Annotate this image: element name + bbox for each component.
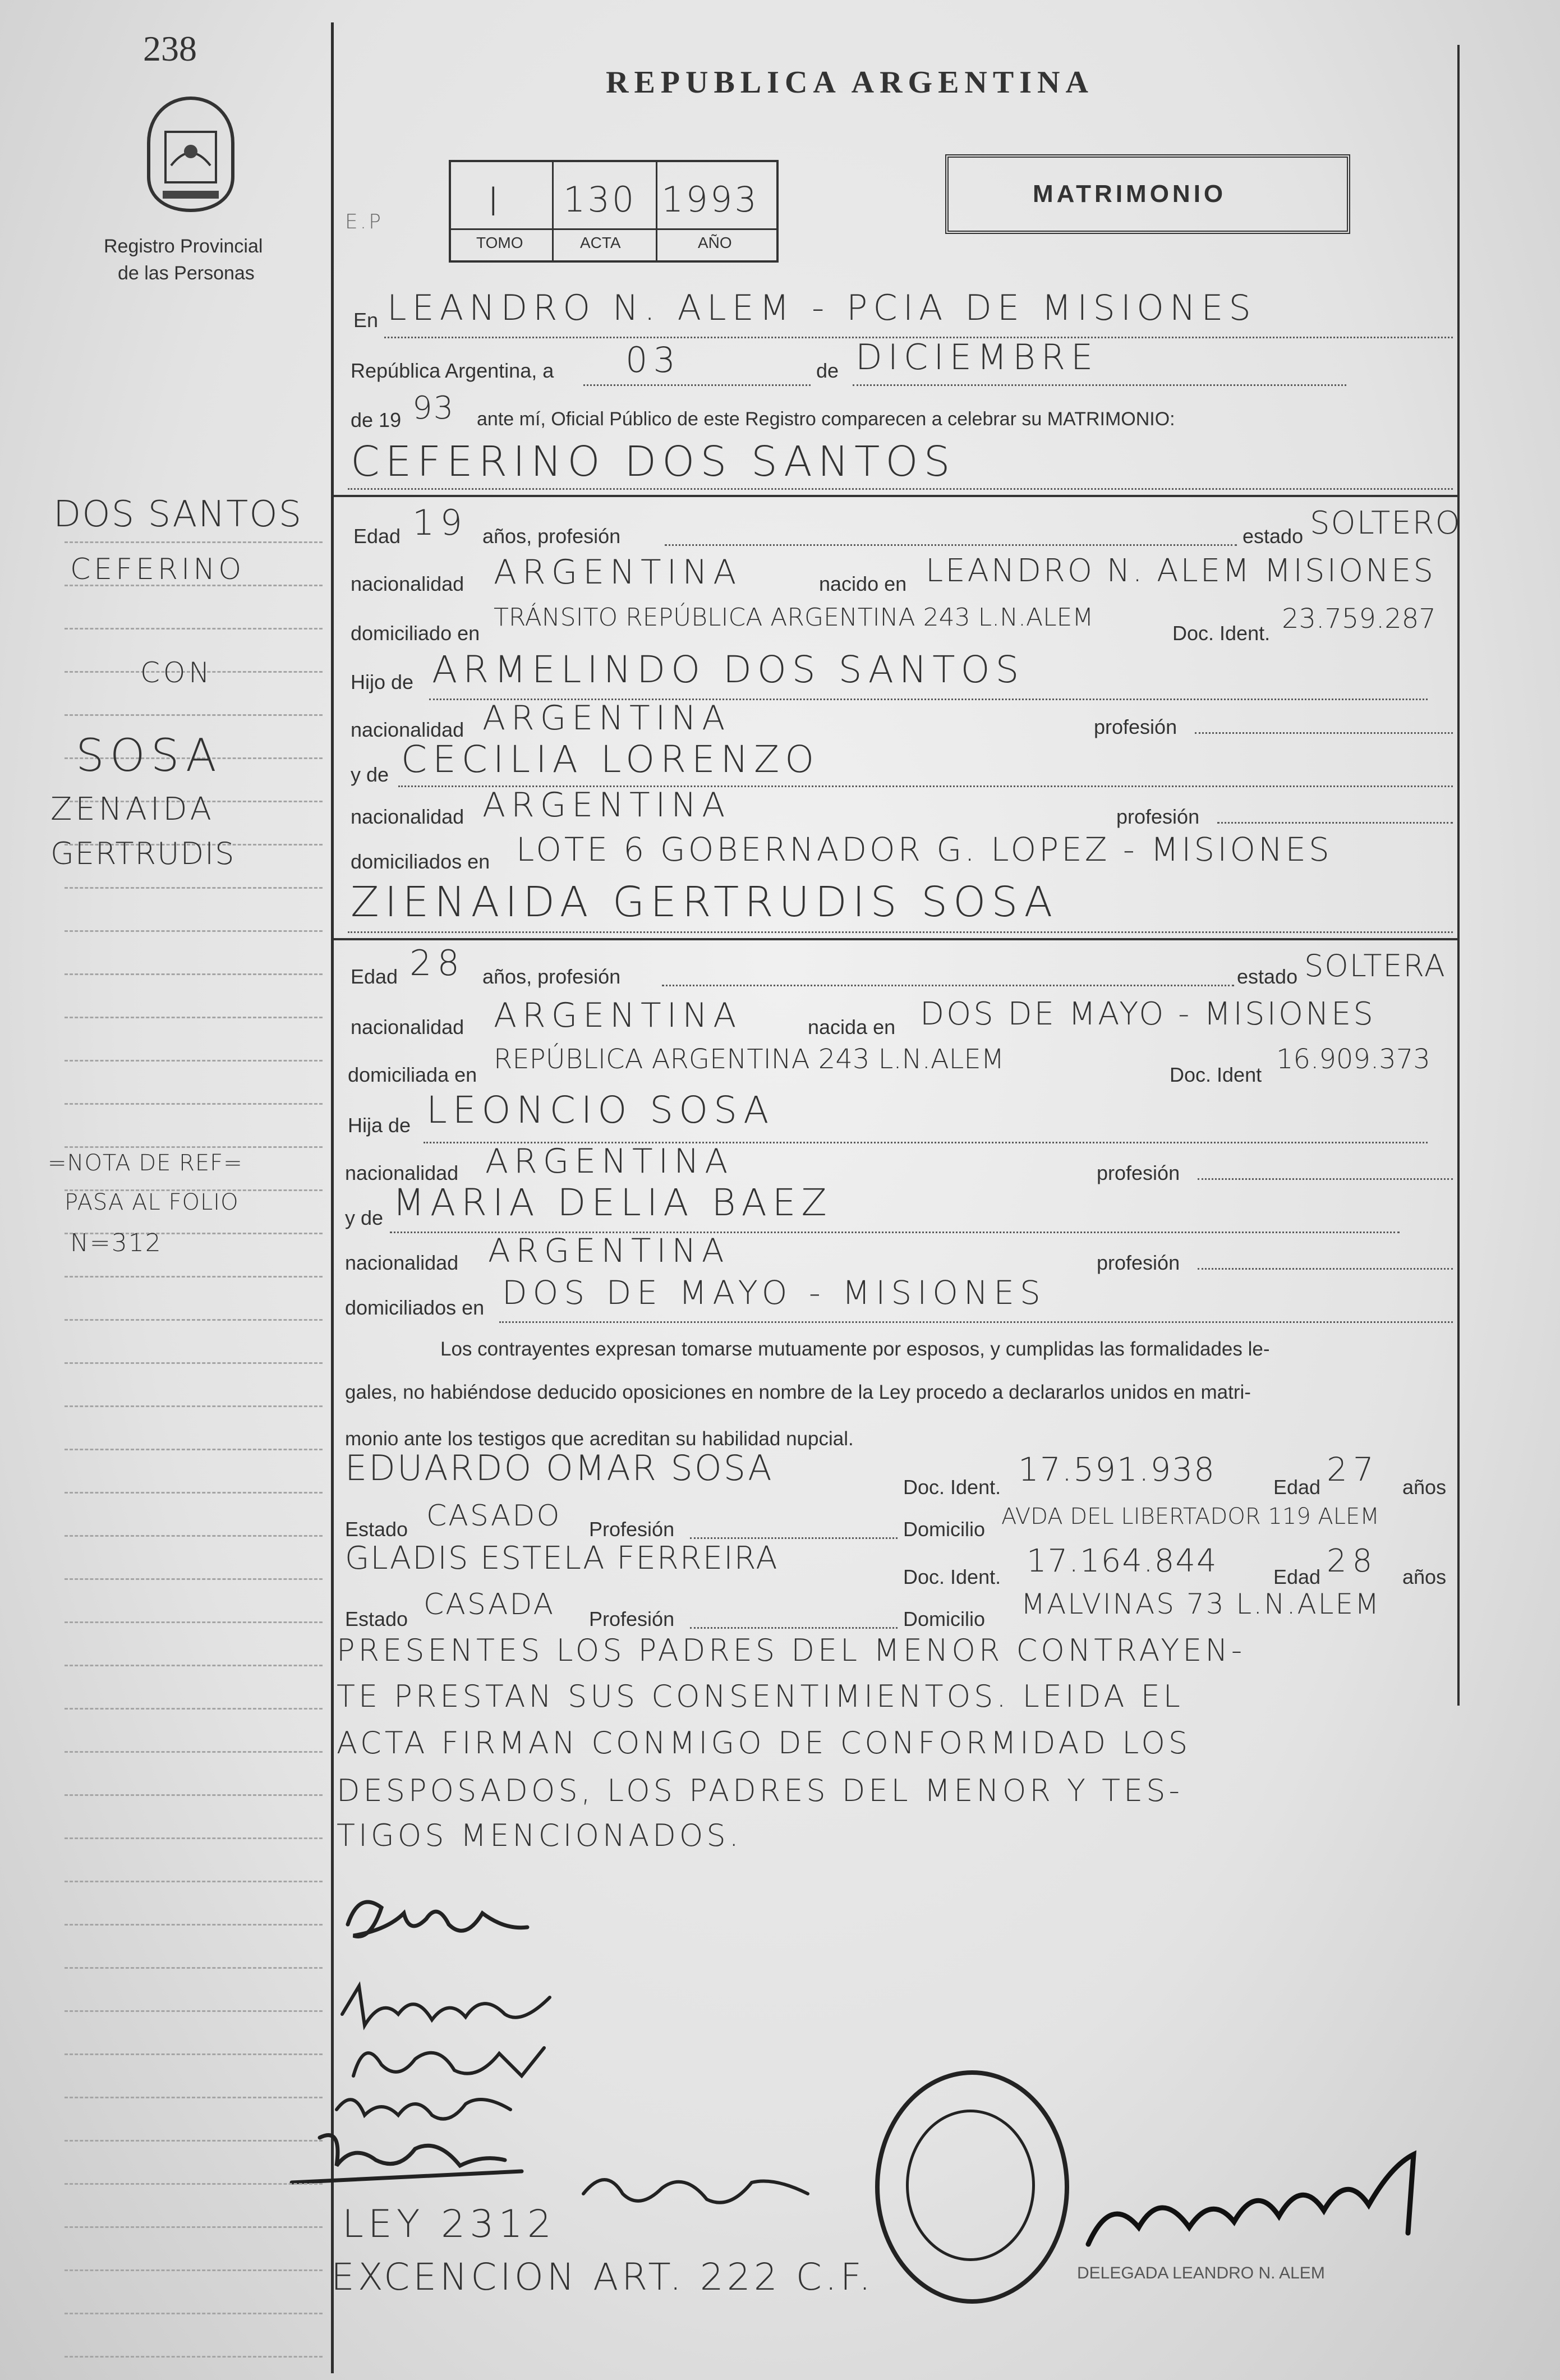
- bride-edad-label: Edad: [351, 965, 398, 988]
- margin-ref-3: N=312: [70, 1229, 162, 1257]
- note-line-5: TIGOS MENCIONADOS.: [337, 1818, 742, 1853]
- margin-rule-line: [65, 1708, 323, 1710]
- margin-rule-line: [65, 1665, 323, 1666]
- declaration-line-2: gales, no habiéndose deducido oposiciones en nombre de la Ley procedo a declararlos unidos en matri-: [345, 1381, 1251, 1403]
- margin-rule-line: [65, 1146, 323, 1148]
- groom-madre-nac: ARGENTINA: [482, 785, 731, 825]
- groom-padres-dom-label: domiciliados en: [351, 850, 490, 873]
- margin-rule-line: [65, 1621, 323, 1623]
- doc-type-label: MATRIMONIO: [1033, 180, 1227, 208]
- witness-2-signature: [572, 2160, 830, 2222]
- bride-anos-prof-label: años, profesión: [482, 965, 621, 988]
- margin-rule-line: [65, 2097, 323, 2098]
- groom-edad: 19: [412, 502, 468, 543]
- acta-label: ACTA: [580, 234, 621, 251]
- bride-madre-prof-label: profesión: [1097, 1251, 1180, 1274]
- witness-1-prof-label: Profesión: [589, 1518, 675, 1541]
- groom-doc-label: Doc. Ident.: [1172, 622, 1271, 645]
- year-suffix: 93: [412, 390, 455, 426]
- ceremony-place: LEANDRO N. ALEM - PCIA DE MISIONES: [387, 287, 1257, 328]
- witness-2-edad: 28: [1327, 1543, 1378, 1579]
- declaration-line-3: monio ante los testigos que acreditan su habilidad nupcial.: [345, 1428, 854, 1450]
- groom-doc: 23.759.287: [1282, 603, 1436, 635]
- margin-ref-2: PASA AL FOLIO: [65, 1189, 239, 1215]
- ante-label: ante mí, Oficial Público de este Registro comparecen a celebrar su MATRIMONIO:: [477, 408, 1175, 430]
- margin-con: CON: [140, 656, 213, 689]
- margin-rule-line: [65, 1751, 323, 1753]
- bride-padre-nac-label: nacionalidad: [345, 1161, 459, 1184]
- republica-label: República Argentina, a: [351, 359, 554, 382]
- margin-rule-line: [65, 1794, 323, 1796]
- note-line-1: PRESENTES LOS PADRES DEL MENOR CONTRAYEN-: [337, 1633, 1246, 1668]
- margin-rule-line: [65, 2226, 323, 2228]
- margin-rule-line: [65, 2183, 323, 2185]
- groom-nacionalidad: ARGENTINA: [494, 553, 742, 592]
- bride-padre-nac: ARGENTINA: [485, 1142, 734, 1181]
- anio-label: AÑO: [698, 234, 732, 251]
- margin-rule-line: [65, 1060, 323, 1062]
- margin-rule-line: [65, 973, 323, 975]
- groom-padre-nac: ARGENTINA: [482, 699, 731, 738]
- margin-rule-line: [65, 2140, 323, 2142]
- provincial-seal-icon: [140, 93, 241, 216]
- witness-1-dom-label: Domicilio: [903, 1518, 986, 1541]
- bride-hijo-label: Hija de: [348, 1114, 411, 1137]
- bride-domicilio: REPÚBLICA ARGENTINA 243 L.N.ALEM: [494, 1044, 1005, 1075]
- groom-nacido-en: LEANDRO N. ALEM MISIONES: [926, 553, 1435, 589]
- groom-madre-nac-label: nacionalidad: [351, 805, 464, 828]
- right-border: [1457, 45, 1460, 1706]
- groom-dom-label: domiciliado en: [351, 622, 480, 645]
- bride-padres-dom-label: domiciliados en: [345, 1296, 485, 1319]
- margin-rule-line: [65, 2313, 323, 2314]
- bride-y-de-label: y de: [345, 1206, 384, 1229]
- bride-padre: LEONCIO SOSA: [426, 1088, 775, 1132]
- witness-2-prof-label: Profesión: [589, 1607, 675, 1630]
- tomo-label: TOMO: [476, 234, 523, 251]
- margin-rule-line: [65, 887, 323, 889]
- en-label: En: [353, 309, 379, 332]
- margin-rule-line: [65, 1881, 323, 1882]
- witness-1-name: EDUARDO OMAR SOSA: [345, 1448, 774, 1488]
- margin-rule-line: [65, 541, 323, 543]
- margin-rule-line: [65, 1492, 323, 1494]
- bride-madre-nac-label: nacionalidad: [345, 1251, 459, 1274]
- ley-label: LEY 2312: [342, 2202, 556, 2246]
- groom-anos-prof-label: años, profesión: [482, 525, 621, 548]
- groom-edad-label: Edad: [353, 525, 401, 548]
- margin-rule-line: [65, 628, 323, 630]
- witness-2-dom-label: Domicilio: [903, 1607, 986, 1630]
- groom-padre-nac-label: nacionalidad: [351, 718, 464, 741]
- bride-edad: 28: [409, 943, 465, 984]
- groom-padres-dom: LOTE 6 GOBERNADOR G. LOPEZ - MISIONES: [516, 830, 1332, 869]
- witness-1-estado: CASADO: [426, 1499, 562, 1533]
- groom-madre: CECILIA LORENZO: [401, 738, 820, 781]
- witness-2-estado-label: Estado: [345, 1607, 408, 1630]
- margin-bride-name-1: ZENAIDA: [50, 791, 215, 828]
- groom-nacido-label: nacido en: [819, 572, 907, 595]
- margin-rule-line: [65, 1535, 323, 1537]
- tomo-value: I: [487, 179, 505, 225]
- margin-groom-surname: DOS SANTOS: [53, 494, 303, 535]
- margin-rule-line: [65, 2010, 323, 2012]
- bride-doc: 16.909.373: [1276, 1044, 1430, 1075]
- groom-padre: ARMELINDO DOS SANTOS: [432, 648, 1025, 691]
- bride-padres-dom: DOS DE MAYO - MISIONES: [502, 1274, 1046, 1312]
- witness-2-anos-label: años: [1402, 1565, 1447, 1588]
- margin-rule-line: [65, 714, 323, 716]
- ep-note: E.P: [345, 210, 383, 233]
- year-prefix: de 19: [351, 408, 402, 431]
- doc-type-box: [945, 154, 1350, 234]
- official-signature: [1077, 2143, 1436, 2272]
- country-title: REPUBLICA ARGENTINA: [606, 65, 1094, 100]
- bride-dom-label: domiciliada en: [348, 1063, 477, 1086]
- official-caption: DELEGADA LEANDRO N. ALEM: [1077, 2264, 1325, 2282]
- bride-doc-label: Doc. Ident: [1170, 1063, 1262, 1086]
- groom-estado: SOLTERO: [1310, 505, 1461, 541]
- witness-2-domicilio: MALVINAS 73 L.N.ALEM: [1021, 1588, 1381, 1620]
- bride-estado-label: estado: [1237, 965, 1298, 988]
- margin-rule-line: [65, 2053, 323, 2055]
- margin-rule-line: [65, 1362, 323, 1364]
- bride-padre-prof-label: profesión: [1097, 1161, 1180, 1184]
- left-column-divider: [331, 22, 334, 2373]
- groom-signature: [337, 1880, 539, 1958]
- registry-name-line-1: Registro Provincial: [104, 236, 263, 257]
- bride-estado: SOLTERA: [1304, 948, 1446, 984]
- margin-rule-line: [65, 930, 323, 932]
- note-line-3: ACTA FIRMAN CONMIGO DE CONFORMIDAD LOS: [337, 1725, 1191, 1761]
- margin-rule-line: [65, 1405, 323, 1407]
- excencion-label: EXCENCION ART. 222 C.F.: [331, 2255, 875, 2299]
- groom-nac-label: nacionalidad: [351, 572, 464, 595]
- registry-name-line-2: de las Personas: [118, 263, 255, 284]
- margin-groom-name: CEFERINO: [70, 553, 245, 586]
- ceremony-month: DICIEMBRE: [855, 337, 1099, 378]
- bride-nacido-en: DOS DE MAYO - MISIONES: [920, 996, 1375, 1032]
- witness-2-estado: CASADA: [424, 1588, 555, 1621]
- groom-hijo-label: Hijo de: [351, 670, 414, 693]
- groom-estado-label: estado: [1243, 525, 1304, 548]
- groom-y-de-label: y de: [351, 763, 389, 786]
- page-number: 238: [143, 29, 197, 68]
- witness-2-doc-label: Doc. Ident.: [903, 1565, 1001, 1588]
- groom-padre-prof-label: profesión: [1094, 715, 1177, 738]
- margin-rule-line: [65, 2356, 323, 2358]
- margin-rule-line: [65, 1017, 323, 1018]
- bride-full-name: ZIENAIDA GERTRUDIS SOSA: [351, 878, 1059, 926]
- acta-value: 130: [563, 179, 637, 220]
- witness-2-doc: 17.164.844: [1027, 1543, 1218, 1579]
- witness-1-edad: 27: [1327, 1450, 1379, 1488]
- note-line-4: DESPOSADOS, LOS PADRES DEL MENOR Y TES-: [337, 1773, 1184, 1808]
- witness-1-domicilio: AVDA DEL LIBERTADOR 119 ALEM: [1001, 1504, 1379, 1529]
- record-number-box: [449, 160, 779, 263]
- margin-rule-line: [65, 1276, 323, 1278]
- margin-rule-line: [65, 1319, 323, 1321]
- anio-value: 1993: [661, 179, 759, 220]
- witness-1-edad-label: Edad: [1273, 1476, 1321, 1499]
- margin-rule-line: [65, 2269, 323, 2271]
- witness-2-name: GLADIS ESTELA FERREIRA: [345, 1540, 779, 1577]
- groom-domicilio: TRÁNSITO REPÚBLICA ARGENTINA 243 L.N.ALEM: [494, 603, 1094, 632]
- bride-nac-label: nacionalidad: [351, 1016, 464, 1039]
- witness-2-edad-label: Edad: [1273, 1565, 1321, 1588]
- margin-rule-line: [65, 1837, 323, 1839]
- margin-bride-surname: SOSA: [76, 729, 222, 782]
- margin-rule-line: [65, 1924, 323, 1926]
- witness-1-doc-label: Doc. Ident.: [903, 1476, 1001, 1499]
- margin-rule-line: [65, 1967, 323, 1969]
- margin-bride-name-2: GERTRUDIS: [50, 836, 236, 871]
- margin-rule-line: [65, 1578, 323, 1580]
- witness-1-doc: 17.591.938: [1018, 1450, 1216, 1488]
- bride-nacionalidad: ARGENTINA: [494, 996, 742, 1035]
- margin-ref-1: =NOTA DE REF=: [48, 1150, 243, 1176]
- ceremony-day: 03: [625, 339, 681, 380]
- bride-madre-nac: ARGENTINA: [488, 1232, 730, 1270]
- note-line-2: TE PRESTAN SUS CONSENTIMIENTOS. LEIDA EL: [337, 1679, 1184, 1714]
- groom-full-name: CEFERINO DOS SANTOS: [351, 438, 956, 486]
- witness-1-anos-label: años: [1402, 1476, 1447, 1499]
- de-label: de: [816, 359, 839, 382]
- bride-nacido-label: nacida en: [808, 1016, 896, 1039]
- groom-madre-prof-label: profesión: [1116, 805, 1200, 828]
- bride-madre: MARIA DELIA BAEZ: [393, 1181, 832, 1224]
- margin-rule-line: [65, 1103, 323, 1105]
- margin-rule-line: [65, 1449, 323, 1450]
- witness-1-estado-label: Estado: [345, 1518, 408, 1541]
- declaration-line-1: Los contrayentes expresan tomarse mutuamente por esposos, y cumplidas las formalidades le-: [440, 1338, 1270, 1360]
